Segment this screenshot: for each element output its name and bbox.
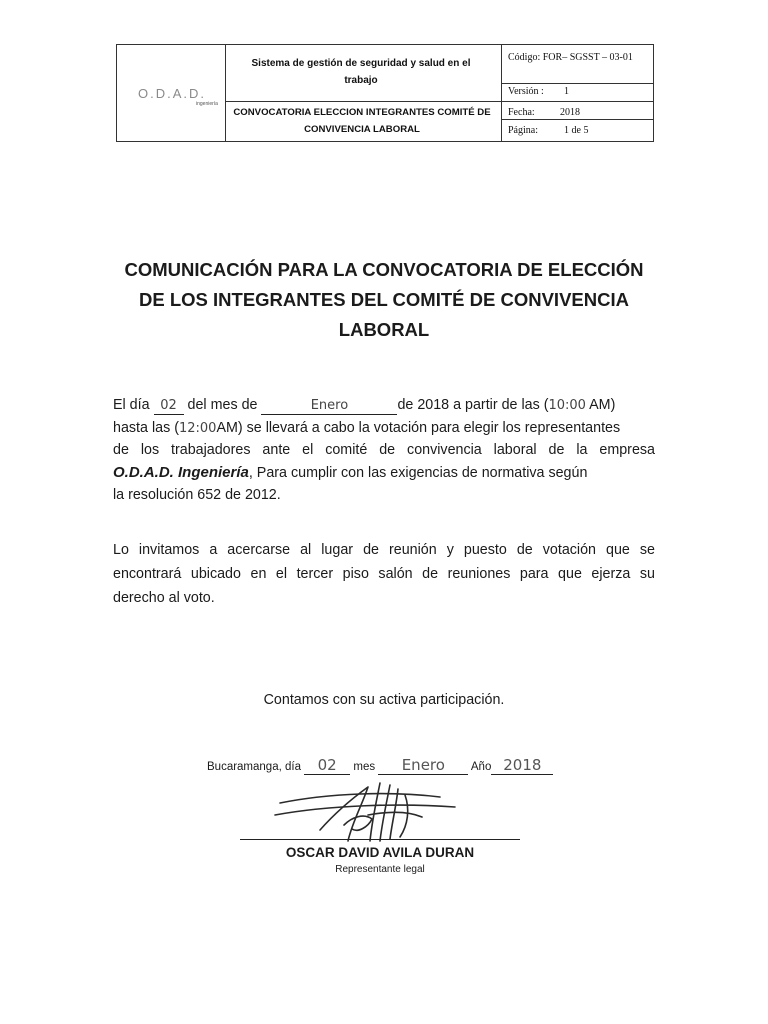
system-title: Sistema de gestión de seguridad y salud en el trabajo bbox=[251, 58, 471, 86]
version-label: Versión : bbox=[508, 86, 544, 97]
codigo-label: Código: bbox=[508, 52, 541, 63]
signer-role: Representante legal bbox=[335, 864, 425, 875]
date-year-field: 2018 bbox=[491, 756, 553, 775]
signer-name: OSCAR DAVID AVILA DURAN bbox=[285, 845, 475, 860]
p1-line-3: de los trabajadores ante el comité de convivencia laboral de la empresa bbox=[113, 442, 655, 458]
invitation-paragraph bbox=[113, 538, 655, 610]
p1-text: AM) se llevará a cabo la votación para elegir los representantes bbox=[216, 419, 621, 436]
p2-line-1: Lo invitamos a acercarse al lugar de reunión y puesto de votación que se bbox=[113, 542, 655, 558]
month-field: Enero bbox=[261, 398, 397, 415]
date-day-field: 02 bbox=[304, 756, 350, 775]
logo-subtext: ingeniería bbox=[196, 101, 218, 107]
end-time-field: 12:00 bbox=[178, 420, 217, 436]
mes-label: mes bbox=[353, 761, 376, 773]
company-logo bbox=[124, 82, 224, 112]
fecha-cell bbox=[508, 107, 648, 118]
pagina-cell bbox=[508, 125, 648, 136]
version-cell bbox=[508, 86, 648, 97]
fecha-value: 2018 bbox=[560, 107, 580, 118]
p1-line-2 bbox=[113, 417, 655, 440]
p1-text: hasta las ( bbox=[113, 419, 179, 436]
announcement-paragraph bbox=[113, 394, 655, 507]
closing-text: Contamos con su activa participación. bbox=[263, 692, 505, 708]
document-title bbox=[110, 255, 658, 345]
pagina-label: Página: bbox=[508, 125, 538, 136]
year-label: Año bbox=[470, 761, 492, 773]
codigo-value: FOR– SGSST – 03-01 bbox=[542, 52, 633, 63]
day-field: 02 bbox=[154, 398, 184, 415]
form-title: CONVOCATORIA ELECCION INTEGRANTES COMITÉ DE CONVIVENCIA LABORAL bbox=[233, 107, 491, 135]
pagina-value: 1 de 5 bbox=[564, 125, 589, 136]
p1-text: El día bbox=[113, 397, 150, 413]
p1-text: de 2018 a partir de las ( bbox=[397, 397, 549, 413]
logo-text: O.D.A.D. bbox=[138, 86, 207, 101]
fecha-label: Fecha: bbox=[508, 107, 535, 118]
signature-line bbox=[240, 839, 520, 840]
p1-line-1 bbox=[113, 394, 655, 417]
p2-line-2: encontrará ubicado en el tercer piso salón de reuniones para que ejerza su bbox=[113, 566, 655, 582]
handwritten-signature bbox=[240, 775, 520, 845]
version-value: 1 bbox=[564, 86, 569, 97]
title-line-2: DE LOS INTEGRANTES DEL COMITÉ DE CONVIVENCIA bbox=[139, 289, 629, 310]
p1-line-4 bbox=[113, 462, 655, 485]
p1-text: AM) bbox=[589, 397, 616, 413]
start-time-field: 10:00 bbox=[548, 398, 586, 413]
p1-text: del mes de bbox=[187, 397, 258, 413]
date-line bbox=[207, 756, 553, 775]
company-name: O.D.A.D. Ingeniería bbox=[113, 463, 249, 481]
title-line-1: COMUNICACIÓN PARA LA CONVOCATORIA DE ELECCIÓN bbox=[124, 259, 644, 280]
title-line-3: LABORAL bbox=[338, 319, 430, 340]
p1-line-5: la resolución 652 de 2012. bbox=[113, 487, 281, 503]
city-label: Bucaramanga, día bbox=[207, 761, 301, 773]
p2-line-3: derecho al voto. bbox=[113, 590, 215, 606]
codigo-cell bbox=[508, 50, 648, 66]
date-month-field: Enero bbox=[378, 756, 468, 775]
p1-text: , Para cumplir con las exigencias de normativa según bbox=[248, 464, 588, 481]
